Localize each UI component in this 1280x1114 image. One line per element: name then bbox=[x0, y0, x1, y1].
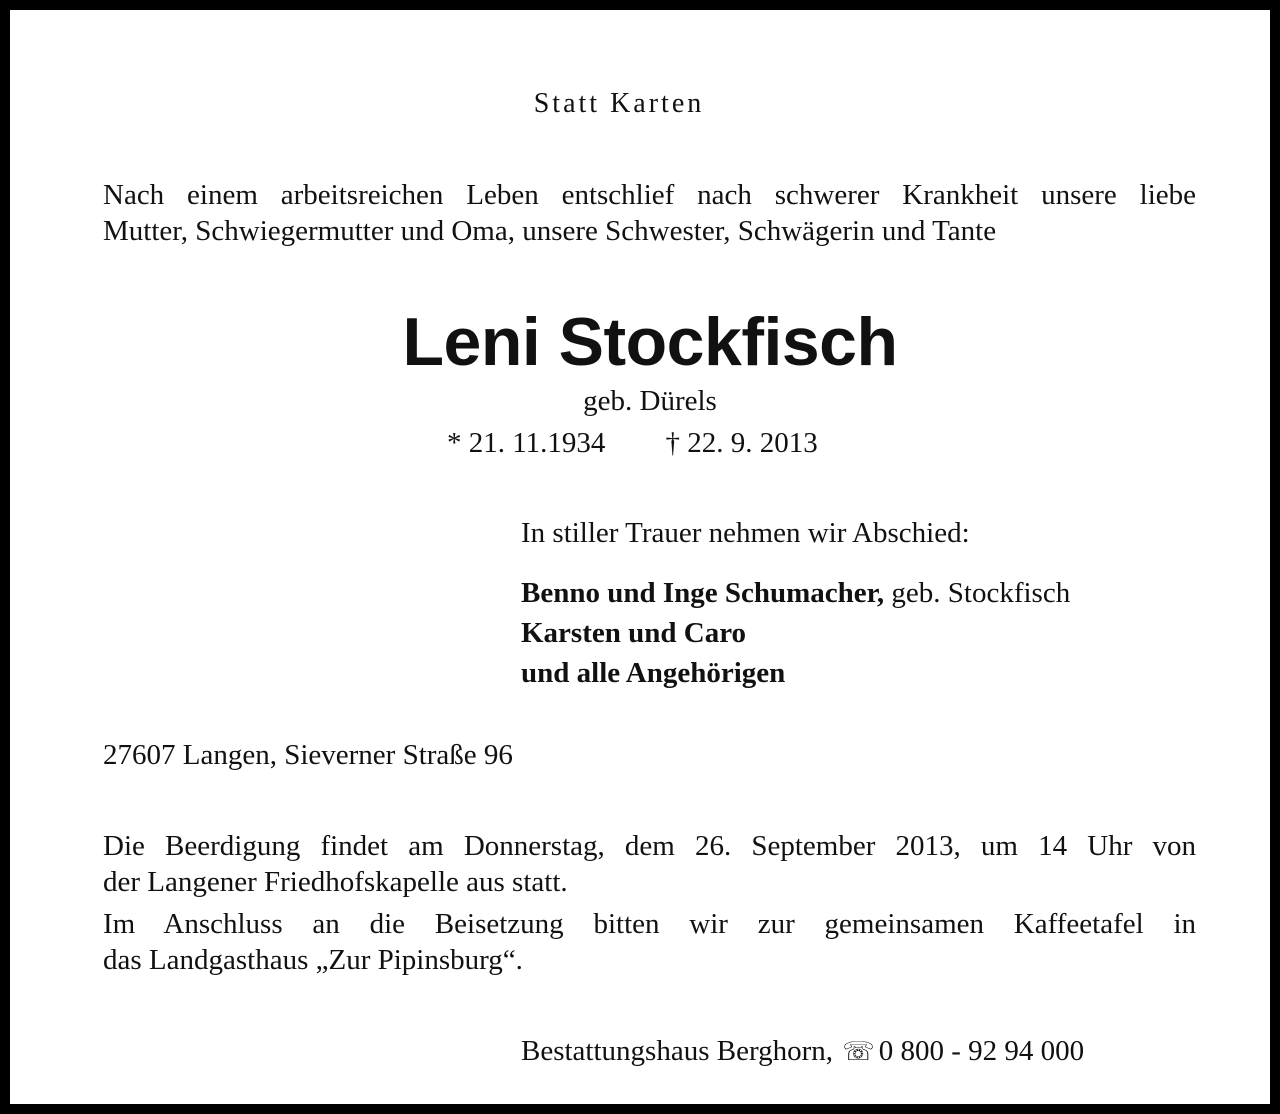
reception-line: das Landgasthaus „Zur Pipinsburg“. bbox=[103, 944, 523, 976]
address: 27607 Langen, Sieverner Straße 96 bbox=[103, 739, 513, 771]
deceased-name: Leni Stockfisch bbox=[402, 304, 898, 380]
intro-paragraph bbox=[103, 177, 1196, 249]
family-names: Benno und Inge Schumacher, bbox=[521, 577, 885, 609]
intro-line: Mutter, Schwiegermutter und Oma, unsere Schwester, Schwägerin und Tante bbox=[103, 215, 997, 247]
family-list bbox=[521, 573, 1070, 693]
death-date: † 22. 9. 2013 bbox=[665, 427, 818, 459]
maiden-name: geb. Dürels bbox=[583, 385, 717, 417]
reception-line: Im Anschluss an die Beisetzung bitten wir zur gemeinsamen Kaffeetafel in bbox=[103, 908, 1196, 940]
family-row bbox=[521, 573, 1070, 613]
funeral-line: der Langener Friedhofskapelle aus statt. bbox=[103, 866, 568, 898]
mourning-line: In stiller Trauer nehmen wir Abschied: bbox=[521, 517, 970, 549]
reception-paragraph bbox=[103, 906, 1196, 978]
funeral-line: Die Beerdigung findet am Donnerstag, dem 26. September 2013, um 14 Uhr von bbox=[103, 830, 1196, 862]
family-names: Karsten und Caro bbox=[521, 617, 747, 649]
undertaker-line bbox=[521, 1037, 1084, 1066]
family-names: und alle Angehörigen bbox=[521, 657, 786, 689]
intro-line: Nach einem arbeitsreichen Leben entschlief nach schwerer Krankheit unsere liebe bbox=[103, 179, 1196, 211]
life-dates bbox=[447, 429, 818, 458]
family-row bbox=[521, 613, 1070, 653]
notice-kicker: Statt Karten bbox=[533, 88, 705, 119]
family-row bbox=[521, 653, 1070, 693]
telephone-icon: ☏ bbox=[842, 1037, 875, 1067]
family-maiden: geb. Stockfisch bbox=[884, 577, 1071, 609]
undertaker-phone: 0 800 - 92 94 000 bbox=[878, 1035, 1085, 1067]
funeral-paragraph bbox=[103, 828, 1196, 900]
birth-date: * 21. 11.1934 bbox=[447, 427, 606, 459]
undertaker-name: Bestattungshaus Berghorn, bbox=[521, 1035, 833, 1067]
